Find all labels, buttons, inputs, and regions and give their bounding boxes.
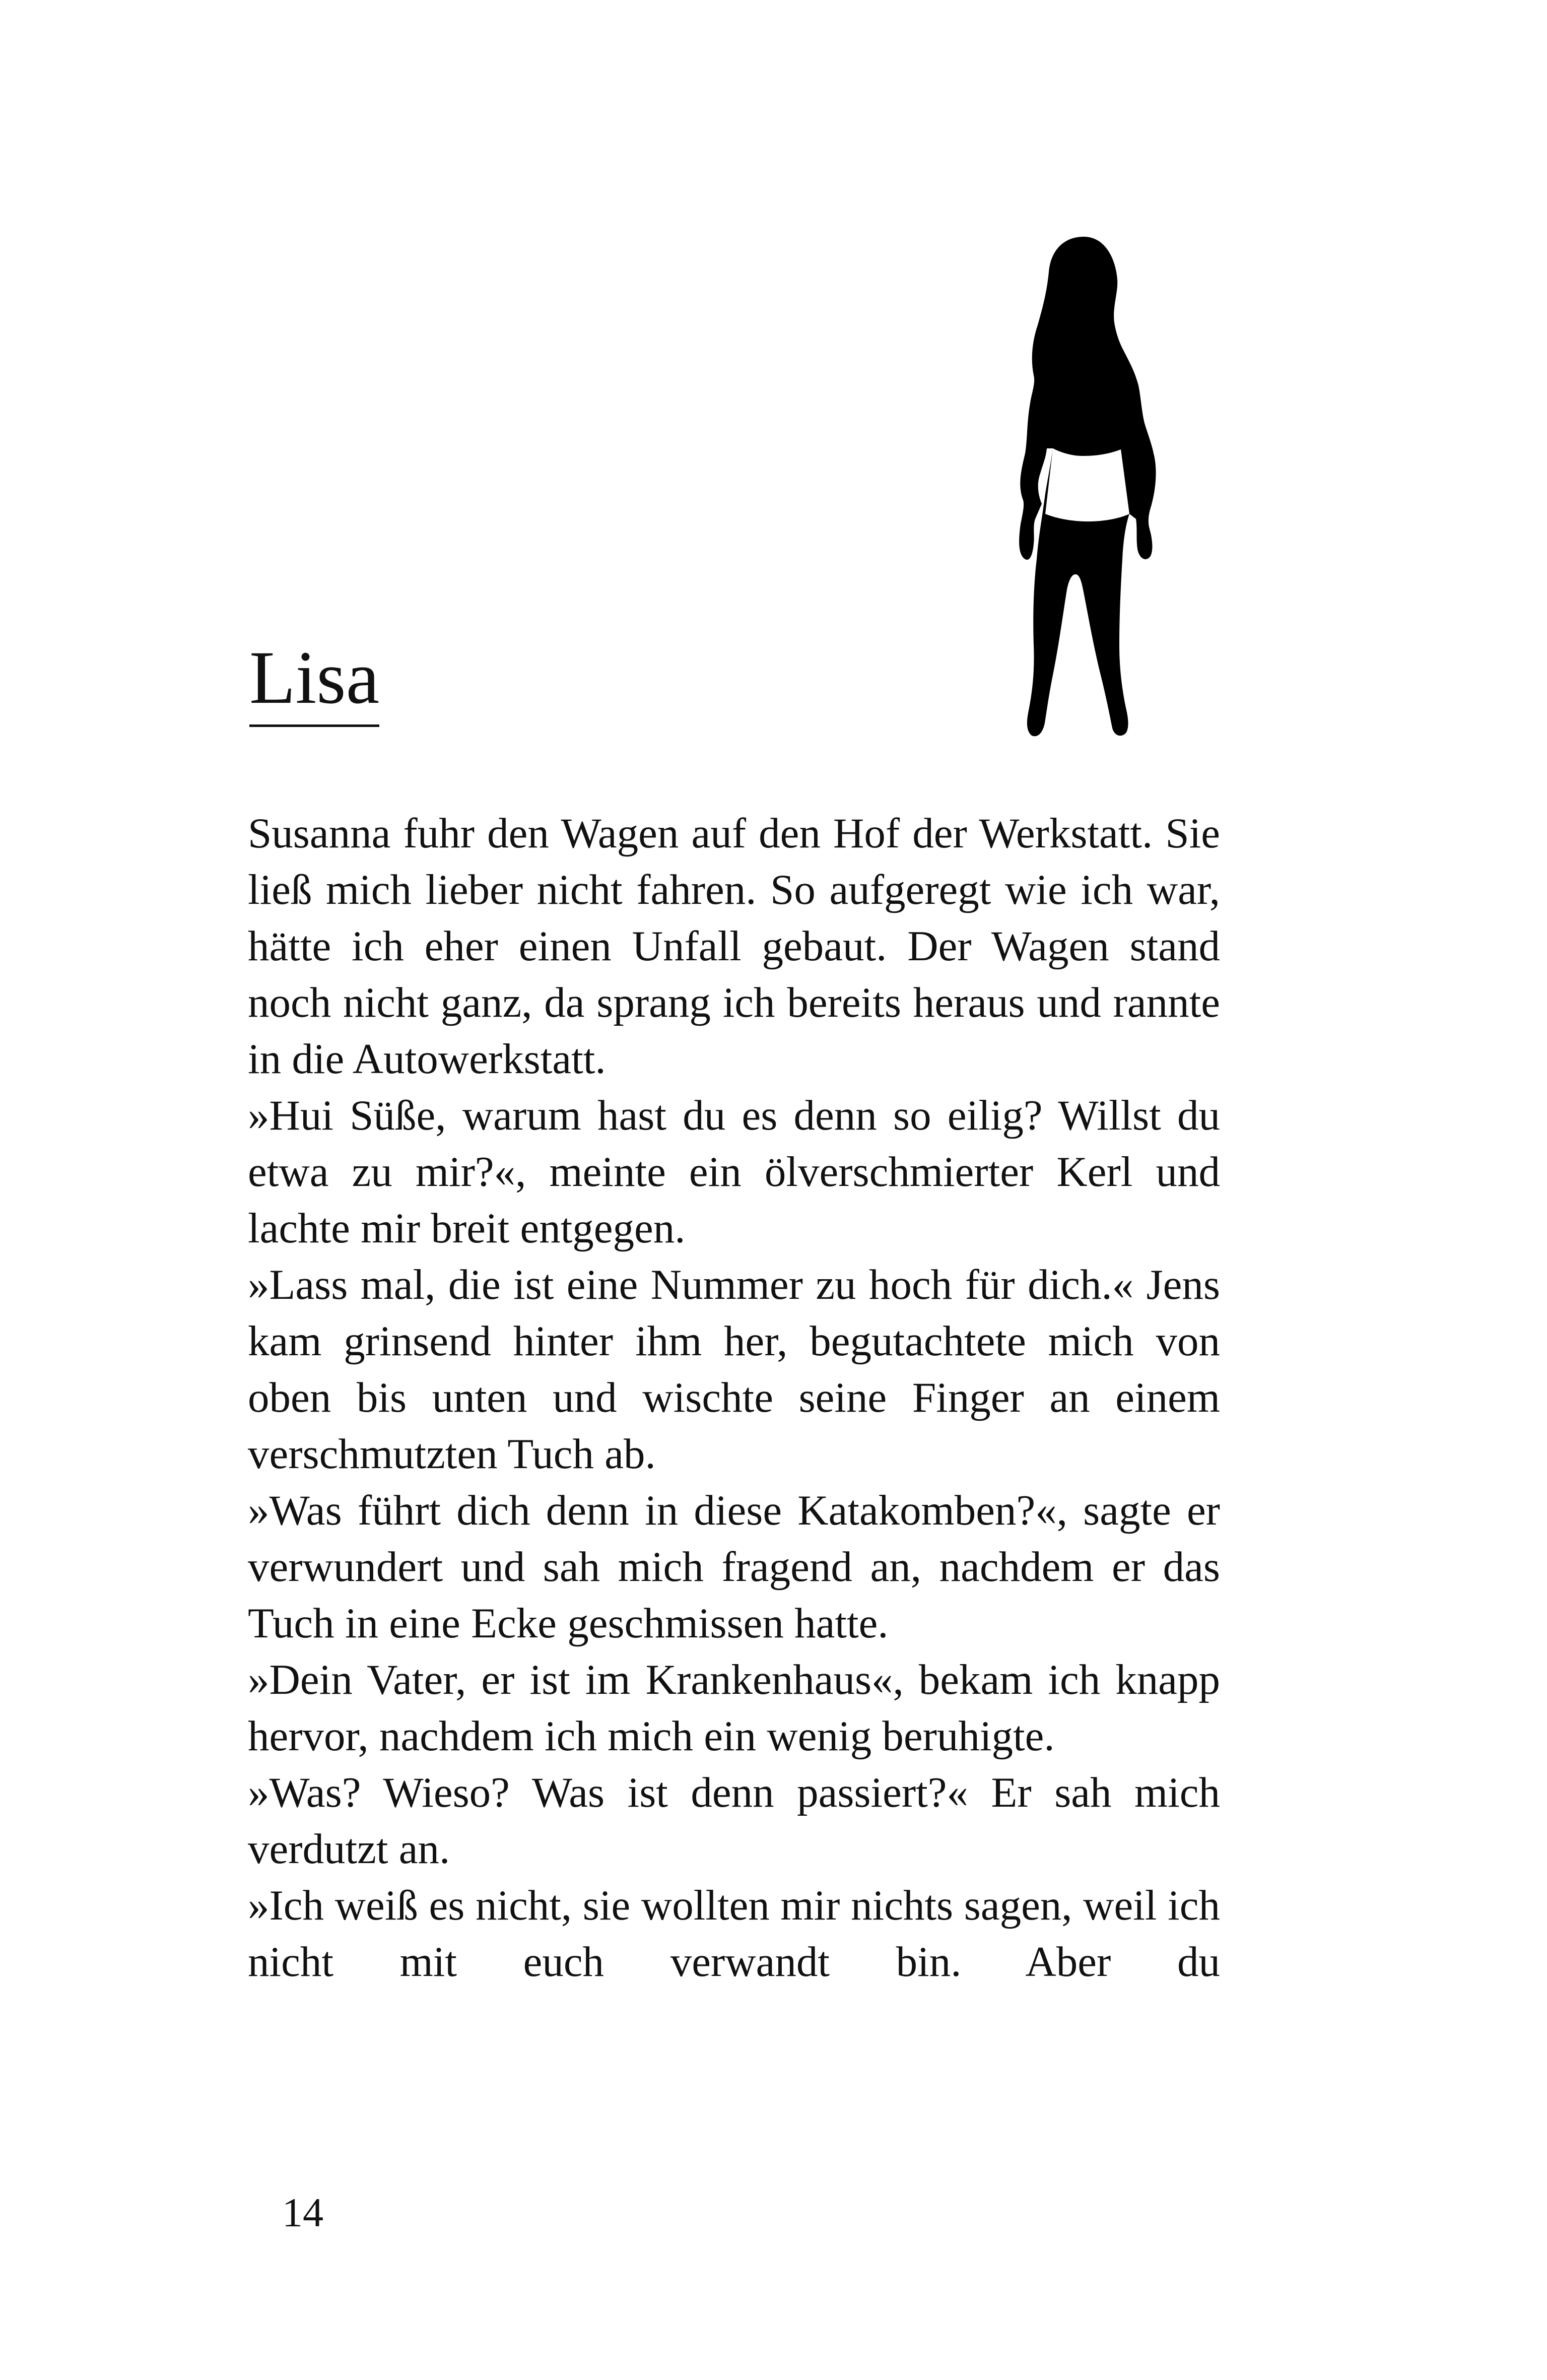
chapter-body xyxy=(248,805,1220,1990)
paragraph-3: »Lass mal, die ist eine Nummer zu hoch für dich.« Jens kam grinsend hinter ihm her, begutachtete mich von oben bis unten und wischte seine Finger an einem verschmutzten Tuch ab. xyxy=(248,1261,1220,1478)
paragraph-4: »Was führt dich denn in diese Katakomben?«, sagte er verwundert und sah mich fragend an, nachdem er das Tuch in eine Ecke geschmissen hatte. xyxy=(248,1487,1220,1647)
paragraph-1: Susanna fuhr den Wagen auf den Hof der Werkstatt. Sie ließ mich lieber nicht fahren. So aufgeregt wie ich war, hätte ich eher einen Unfall gebaut. Der Wagen stand noch nicht ganz, da sprang ich bereits heraus und rannte in die Autowerkstatt. xyxy=(248,810,1220,1083)
paragraph-6: »Was? Wieso? Was ist denn passiert?« Er sah mich verdutzt an. xyxy=(248,1769,1220,1873)
paragraph-2: »Hui Süße, warum hast du es denn so eilig? Willst du etwa zu mir?«, meinte ein ölverschmierter Kerl und lachte mir breit entgegen. xyxy=(248,1092,1220,1252)
chapter-title: Lisa xyxy=(249,640,379,727)
page-number: 14 xyxy=(282,2190,323,2235)
paragraph-7: »Ich weiß es nicht, sie wollten mir nichts sagen, weil ich nicht mit euch verwandt bin. Aber du xyxy=(248,1882,1220,1986)
paragraph-5: »Dein Vater, er ist im Krankenhaus«, bekam ich knapp hervor, nachdem ich mich ein wenig beruhigte. xyxy=(248,1656,1220,1760)
woman-silhouette-icon xyxy=(1002,232,1184,746)
